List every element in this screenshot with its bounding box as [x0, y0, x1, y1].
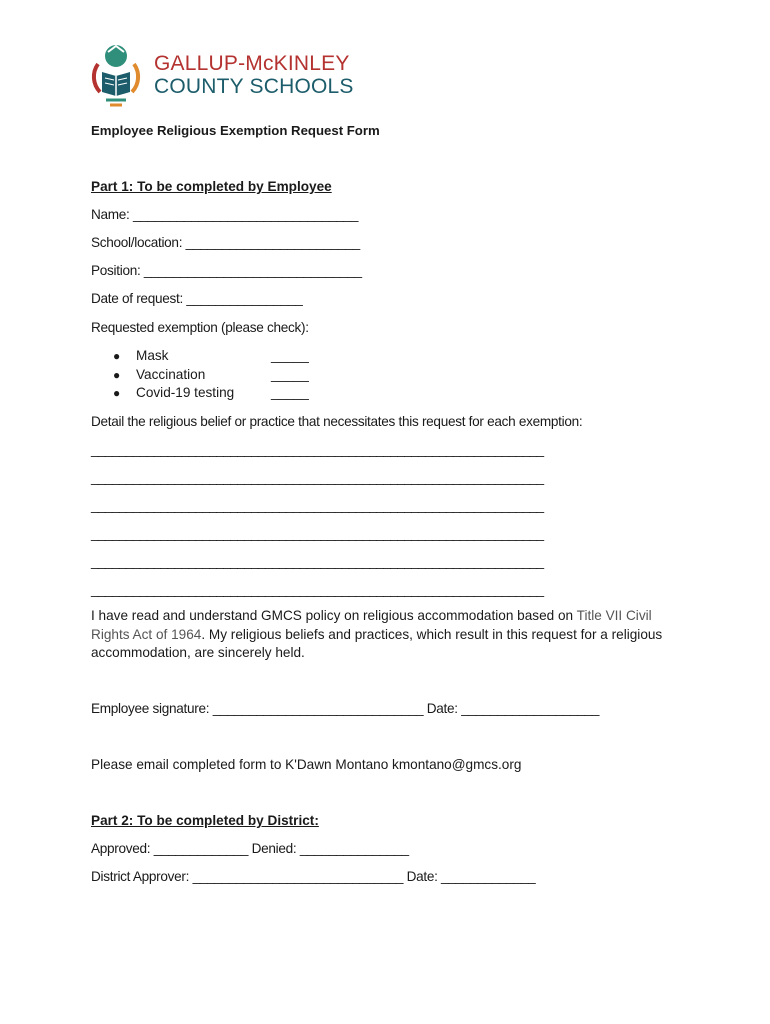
bullet-icon: ●	[113, 349, 121, 363]
option-label: Vaccination	[136, 367, 206, 382]
form-title: Employee Religious Exemption Request Form	[91, 123, 380, 138]
option-check-blank[interactable]: _____	[271, 367, 309, 382]
detail-line[interactable]: _________________________________________________________________	[91, 554, 544, 569]
statement-text: . My religious beliefs and practices, which result in this request for a religious	[201, 627, 663, 642]
civil-rights-act-link[interactable]: Rights Act of 1964	[91, 627, 202, 642]
title-vii-link[interactable]: Title VII Civil	[576, 608, 652, 623]
detail-line[interactable]: _________________________________________________________________	[91, 526, 544, 541]
email-instructions: Please email completed form to K'Dawn Montano kmontano@gmcs.org	[91, 757, 522, 772]
logo-line-2: COUNTY SCHOOLS	[154, 75, 354, 98]
district-logo	[88, 42, 354, 108]
position-field[interactable]: Position: ______________________________	[91, 263, 362, 278]
approved-denied-field[interactable]: Approved: _____________ Denied: _______________	[91, 841, 409, 856]
logo-line-1: GALLUP-McKINLEY	[154, 52, 350, 75]
employee-signature-field[interactable]: Employee signature: _____________________________ Date: ___________________	[91, 701, 600, 716]
school-location-field[interactable]: School/location: ________________________	[91, 235, 360, 250]
detail-prompt: Detail the religious belief or practice that necessitates this request for each exemption:	[91, 414, 583, 429]
book-tree-icon	[88, 42, 146, 108]
district-approver-field[interactable]: District Approver: _____________________________ Date: _____________	[91, 869, 536, 884]
statement-line-2	[91, 627, 662, 642]
option-check-blank[interactable]: _____	[271, 348, 309, 363]
statement-line-1	[91, 608, 652, 623]
name-field[interactable]: Name: _______________________________	[91, 207, 359, 222]
detail-line[interactable]: _________________________________________________________________	[91, 470, 544, 485]
statement-text: I have read and understand GMCS policy on religious accommodation based on	[91, 608, 577, 623]
detail-line[interactable]: _________________________________________________________________	[91, 498, 544, 513]
option-label: Mask	[136, 348, 169, 363]
date-of-request-field[interactable]: Date of request: ________________	[91, 291, 303, 306]
requested-exemption-label: Requested exemption (please check):	[91, 320, 309, 335]
option-check-blank[interactable]: _____	[271, 385, 309, 400]
detail-line[interactable]: _________________________________________________________________	[91, 582, 544, 597]
bullet-icon: ●	[113, 386, 121, 400]
detail-line[interactable]: _________________________________________________________________	[91, 442, 544, 457]
part1-heading: Part 1: To be completed by Employee	[91, 179, 332, 194]
statement-line-3: accommodation, are sincerely held.	[91, 645, 305, 660]
part2-heading: Part 2: To be completed by District:	[91, 813, 319, 828]
option-label: Covid-19 testing	[136, 385, 235, 400]
bullet-icon: ●	[113, 368, 121, 382]
